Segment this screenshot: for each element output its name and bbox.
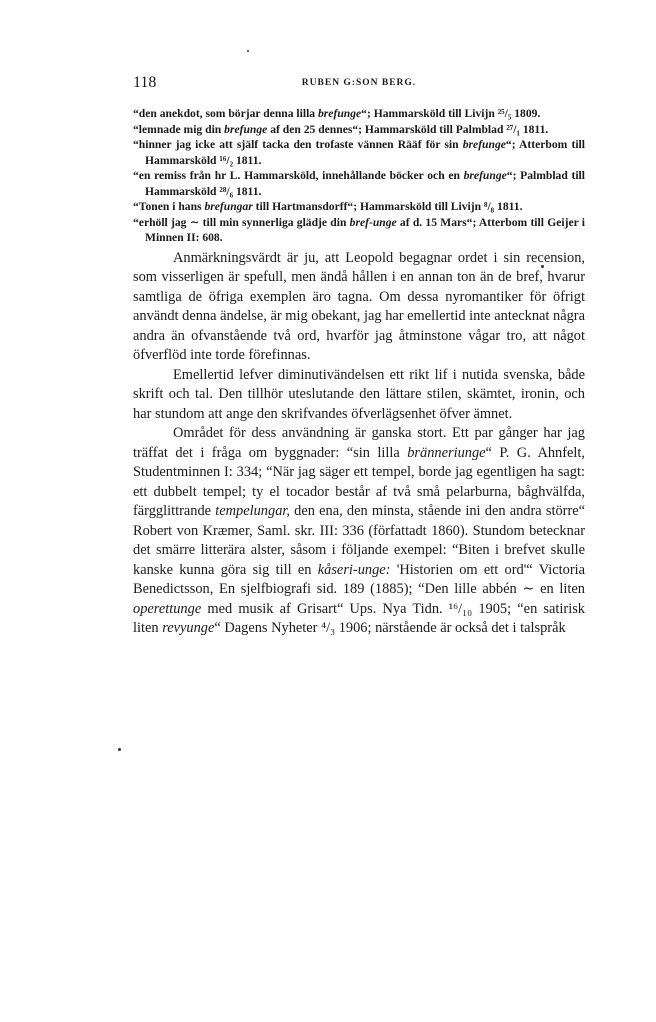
italic-term: tempelungar, [215,503,290,519]
text-run: “ Dagens Nyheter ⁴/₃ 1906; närstående är också det i talspråk [214,620,566,636]
stray-ink-mark [118,748,121,751]
paragraph [133,249,585,366]
italic-term: bref-unge [349,215,397,229]
stray-ink-mark [247,50,249,52]
text-run: 'Historien om ett ord'“ Victoria Benedictsson, En sjelfbiografi sid. 189 (1885); “Den lille abbén ∼ en liten [133,561,585,597]
italic-term: revyunge [162,620,215,636]
text-run: “erhöll jag ∼ till min synnerliga glädje din [133,215,350,229]
page-number: 118 [133,74,157,91]
body-text [133,249,585,639]
paragraph [133,366,585,425]
text-run: “; Palmblad till Hammarsköld ²⁸/₆ 1811. [145,169,585,198]
text-run: med musik af Grisart“ Ups. Nya Tidn. ¹⁶/₁₀ 1905; “en satirisk liten [133,600,585,636]
running-head: RUBEN G:SON BERG. [301,78,417,88]
text-run: af d. 15 Mars“; Atterbom till Geijer i Minnen II: 608. [145,215,586,244]
text-run: Emellertid lefver diminutivändelsen ett rikt lif i nutida svenska, både skrift och tal. Den tillhör uteslutande den lättare stilen, skämtet, ironin, och har stundom att ange den skrifvandes öfverlägsenhet öfver ämnet. [133,366,585,422]
citation [133,168,585,199]
text-run: “den anekdot, som börjar denna lilla [133,107,318,120]
page-header [133,74,585,96]
text-run: Området för dess användning är ganska stort. Ett par gånger har jag träffat det i fråga om byggnader: “sin lilla [133,425,585,461]
text-run: till Hartmansdorff“; Hammarsköld till Livijn ⁸/₈ 1811. [252,200,523,213]
italic-term: brefunge [318,107,362,120]
text-run: “Tonen i hans [133,200,205,213]
text-run: “; Atterbom till Hammarsköld ¹⁶/₂ 1811. [145,138,585,167]
italic-term: operettunge [133,600,202,617]
citation [133,215,585,246]
italic-term: brefungar [204,200,253,213]
text-run: “hinner jag icke att själf tacka den trofaste vännen Rääf för sin [133,138,463,151]
text-run: af den 25 dennes“; Hammarsköld till Palmblad ²⁷/₁ 1811. [267,122,549,136]
citation [133,106,585,122]
italic-term: kåseri-unge: [317,561,391,578]
paragraph [133,424,585,639]
citation-list [133,106,585,246]
text-run: “en remiss från hr L. Hammarsköld, innehållande böcker och en [133,169,464,182]
text-run: “; Hammarsköld till Livijn ²⁵/₅ 1809. [361,107,541,120]
text-run: den ena, den minsta, stående ini den andra större“ Robert von Kræmer, Saml. skr. III: 336 (författadt 1860). Stundom betecknar det smärre litterära alster, såsom i följande exempel: “Biten i brefvet skulle kanske kunna göra sig till en [133,503,586,578]
citation [133,122,585,138]
text-run: “lemnade mig din [133,122,225,136]
italic-term: brefunge [224,122,268,136]
citation [133,137,585,168]
citation [133,199,585,215]
italic-term: brefunge [462,138,506,151]
book-page [133,74,585,639]
italic-term: bränneriunge [407,444,486,461]
text-run: “ P. G. Ahnfelt, Studentminnen I: 334; “När jag säger ett tempel, borde jag egentligen ha sagt: ett dubbelt tempel; ty el tocador består af två små pelarburna, båghvälfda, färgglittrande [133,444,585,519]
text-run: Anmärkningsvärdt är ju, att Leopold begagnar ordet i sin recension, som visserligen är spefull, men ändå hållen i en annan ton än de bref, hvarur samtliga de öfriga exemplen äro tagna. Om dessa nyromantiker för öfrigt användt denna ändelse, är mig obekant, jag har emellertid inte antecknat några andra än ofvanstående två ord, hvarför jag åtminstone vågar tro, att något öfverflöd inte torde förefinnas. [133,249,585,363]
italic-term: brefunge [463,169,507,182]
